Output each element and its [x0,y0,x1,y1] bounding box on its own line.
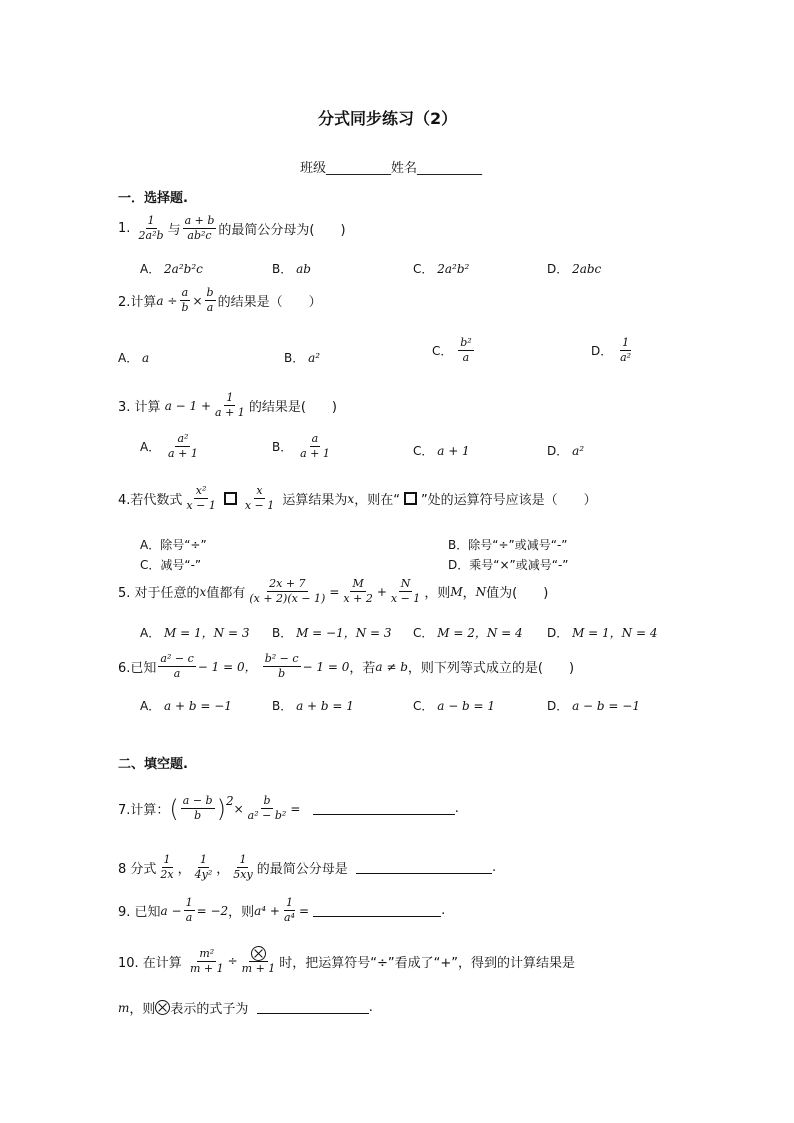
question-6: 6.已知 $\frac{\text{a² − c}}{a}$ − 1 = 0， $\frac{\text{b² − c}}{b}$ − 1 = 0 ，若 a ≠ b ，则下列等式成立的是( ) [118,652,575,680]
q6-option-b: B． a + b = 1 [272,698,354,713]
q2-option-c: C． $\frac{\text{b²}}{a}$ [432,336,472,364]
question-4: 4.若代数式 $\frac{\text{x²}}{x - 1}$ $\frac{x}{x - 1}$ 运算结果为 x ，则在“ ”处的运算符号应该是（ ） [118,484,597,512]
question-1: 1. $\frac{1}{\text{2a²b}}$ 与 $\frac{a + b}{\text{ab²c}}$ 的最简公分母为( ) [118,214,346,242]
operator-box-icon [404,492,417,505]
q4-option-b: B．除号“÷”或减号“-” [448,538,568,552]
operator-box-icon [224,492,237,505]
class-name-line: 班级__________姓名__________ [300,161,483,176]
page-title: 分式同步练习（2） [318,109,458,128]
q1-option-c: C． 2a²b² [413,261,470,276]
q1-fraction-2: $\frac{a + b}{\text{ab²c}}$ [184,214,215,242]
q3-option-a: A． $\frac{\text{a²}}{a + 1}$ [140,432,198,460]
q1-option-d: D． 2abc [547,261,602,276]
answer-blank[interactable] [257,1001,369,1014]
otimes-icon [155,1000,170,1015]
answer-blank[interactable] [313,904,441,917]
q6-option-d: D． a − b = −1 [547,698,640,713]
otimes-icon [251,946,266,961]
q1-fraction-1: $\frac{1}{\text{2a²b}}$ [138,214,164,242]
section-choice-heading: 一．选择题. [118,191,188,206]
q2-option-a: A． a [118,350,150,365]
answer-blank[interactable] [313,802,455,815]
q2-option-d: D． $\frac{1}{\text{a²}}$ [591,336,632,364]
q6-option-a: A． a + b = −1 [140,698,232,713]
q5-option-d: D． M = 1，N = 4 [547,626,658,640]
answer-blank[interactable] [356,861,492,874]
q4-option-c: C．减号“-” [140,558,202,572]
question-10: 10. 在计算 $\frac{\text{m²}}{m + 1}$ ÷ m + 1 时，把运算符号“÷”看成了“+”，得到的计算结果是 [118,946,576,975]
question-2: 2.计算 a ÷ $\frac{a}{b}$ × $\frac{b}{a}$ 的结果是（ ） [118,286,322,314]
question-5: 5. 对于任意的 x 值都有 $\frac{2x + 7}{(x + 2)(x - 1)}$ = $\frac{M}{x + 2}$ + $\frac{N}{x - 1}$ ，则 M ， N 值为( ) [118,577,549,605]
q1-option-b: B． ab [272,261,311,276]
q5-option-a: A． M = 1，N = 3 [140,626,250,640]
q5-option-b: B． M = −1，N = 3 [272,626,392,640]
q4-option-d: D．乘号“×”或减号“-” [448,558,569,572]
question-7: 7.计算： ( $\frac{a - b}{b}$ ) 2 × $\frac{b}{\text{a² − b²}}$ = . [118,794,459,823]
q3-option-b: B． $\frac{a}{a + 1}$ [272,432,330,460]
question-3: 3. 计算 a − 1 + $\frac{1}{a + 1}$ 的结果是( ) [118,391,337,419]
q5-option-c: C． M = 2，N = 4 [413,626,523,640]
section-fill-heading: 二、填空题. [118,757,188,772]
q2-option-b: B． a² [284,350,321,365]
question-9: 9. 已知 a − $\frac{1}{a}$ = −2 ，则 a⁴ + $\frac{1}{\text{a⁴}}$ = . [118,896,446,924]
q3-option-c: C． a + 1 [413,443,470,458]
q4-option-a: A．除号“÷” [140,538,207,552]
q6-option-c: C． a − b = 1 [413,698,496,713]
question-8: 8 分式 $\frac{1}{2x}$ ， $\frac{1}{\text{4y²}}$ ， $\frac{1}{5xy}$ 的最简公分母是 . [118,853,497,881]
q3-option-d: D． a² [547,443,585,458]
question-10-line-2: m ，则 表示的式子为 . [118,1000,373,1017]
q1-option-a: A． 2a²b²c [140,261,203,276]
